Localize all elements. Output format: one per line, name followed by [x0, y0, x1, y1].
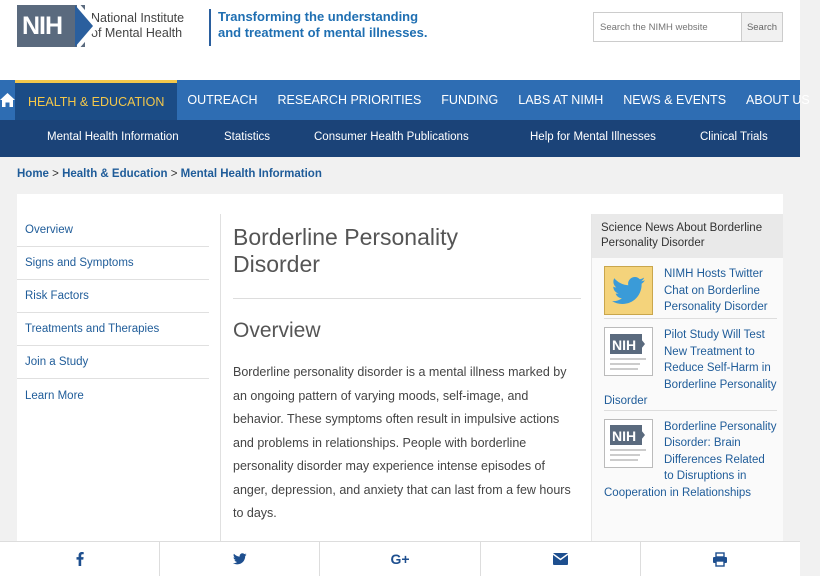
nav-news-events[interactable]: NEWS & EVENTS — [623, 93, 727, 107]
site-header — [0, 0, 800, 80]
header-divider — [209, 9, 211, 46]
share-print-button[interactable] — [641, 542, 800, 576]
nav-labs-at-nimh[interactable]: LABS AT NIMH — [518, 93, 604, 107]
subnav-clinical-trials[interactable]: Clinical Trials — [700, 131, 768, 143]
sub-nav — [0, 120, 800, 157]
column-divider — [220, 214, 221, 554]
nimh-logo[interactable] — [17, 5, 184, 47]
subnav-consumer-health-publications[interactable]: Consumer Health Publications — [314, 131, 469, 143]
nih-logo-text: NIH — [22, 12, 63, 40]
home-icon — [0, 93, 15, 107]
news-item[interactable] — [604, 319, 777, 411]
thumb-logo-abbr: NIH — [611, 428, 636, 444]
breadcrumb-separator: > — [170, 168, 178, 180]
sidebar-item-join-a-study[interactable]: Join a Study — [17, 346, 209, 379]
email-icon — [553, 553, 568, 565]
sidebar-item-overview[interactable]: Overview — [17, 214, 209, 247]
subnav-mental-health-information[interactable]: Mental Health Information — [47, 131, 179, 143]
nav-research-priorities[interactable]: RESEARCH PRIORITIES — [277, 93, 422, 107]
sidebar-item-learn-more[interactable]: Learn More — [25, 389, 84, 402]
breadcrumb-separator: > — [52, 168, 59, 180]
nimh-logo-icon — [604, 419, 653, 468]
thumb-logo-abbr: NIH — [611, 336, 636, 353]
facebook-icon — [76, 552, 84, 566]
article — [233, 224, 581, 526]
news-item[interactable] — [604, 258, 777, 319]
share-google-plus-button[interactable] — [320, 542, 480, 576]
share-facebook-button[interactable] — [0, 542, 160, 576]
content-card — [17, 194, 783, 554]
news-link[interactable]: NIMH Hosts Twitter Chat on Borderline Personality Disorder — [664, 268, 768, 313]
science-news-panel — [591, 214, 783, 554]
section-heading: Overview — [233, 319, 321, 342]
nimh-logo-icon — [604, 327, 653, 376]
home-button[interactable] — [0, 80, 15, 120]
tagline: Transforming the understanding and treatment of mental illnesses. — [218, 9, 428, 40]
google-plus-icon: G+ — [390, 551, 410, 567]
share-bar — [0, 541, 800, 576]
news-item[interactable] — [604, 411, 777, 502]
share-email-button[interactable] — [481, 542, 641, 576]
breadcrumb-mental-health-information[interactable]: Mental Health Information — [180, 168, 322, 180]
sidebar-nav — [17, 214, 209, 412]
news-link[interactable]: Pilot Study Will Test New Treatment to Reduce Self-Harm in Borderline Personality Disorder — [604, 329, 777, 407]
sidebar-item-signs-and-symptoms[interactable]: Signs and Symptoms — [17, 247, 209, 280]
print-icon — [713, 553, 727, 566]
nav-outreach[interactable]: OUTREACH — [187, 93, 258, 107]
logo-institute-name: National Institute of Mental Health — [91, 11, 185, 40]
search-form — [593, 12, 783, 42]
breadcrumb — [17, 168, 322, 180]
breadcrumb-health-education[interactable]: Health & Education — [62, 168, 168, 180]
page-title: Borderline Personality Disorder — [233, 224, 459, 277]
nav-about-us[interactable]: ABOUT US — [746, 93, 810, 107]
search-input[interactable] — [594, 13, 741, 41]
nav-health-education[interactable]: HEALTH & EDUCATION — [15, 80, 177, 120]
nav-funding[interactable]: FUNDING — [441, 93, 499, 107]
search-button[interactable]: Search — [741, 13, 782, 41]
subnav-statistics[interactable]: Statistics — [224, 131, 271, 143]
breadcrumb-home[interactable]: Home — [17, 168, 49, 180]
twitter-icon — [233, 553, 247, 565]
main-nav — [0, 80, 810, 120]
nih-logo-mark — [17, 5, 85, 47]
news-link[interactable]: Borderline Personality Disorder: Brain Differences Related to Disruptions in Cooperation in Relationships — [604, 420, 777, 499]
overview-paragraph: Borderline personality disorder is a mental illness marked by an ongoing pattern of varying moods, self-image, and behavior. These symptoms often result in impulsive actions and problems in relationships. People with borderline personality disorder may experience intense episodes of anger, depression, and anxiety that can last from a few hours to days. — [233, 365, 571, 520]
sidebar-item-risk-factors[interactable]: Risk Factors — [17, 280, 209, 313]
share-twitter-button[interactable] — [160, 542, 320, 576]
science-news-heading: Science News About Borderline Personality Disorder — [592, 214, 783, 258]
title-divider — [233, 298, 581, 299]
subnav-help-for-mental-illnesses[interactable]: Help for Mental Illnesses — [530, 131, 656, 143]
sidebar-item-treatments-and-therapies[interactable]: Treatments and Therapies — [17, 313, 209, 346]
twitter-bird-icon — [604, 266, 653, 315]
